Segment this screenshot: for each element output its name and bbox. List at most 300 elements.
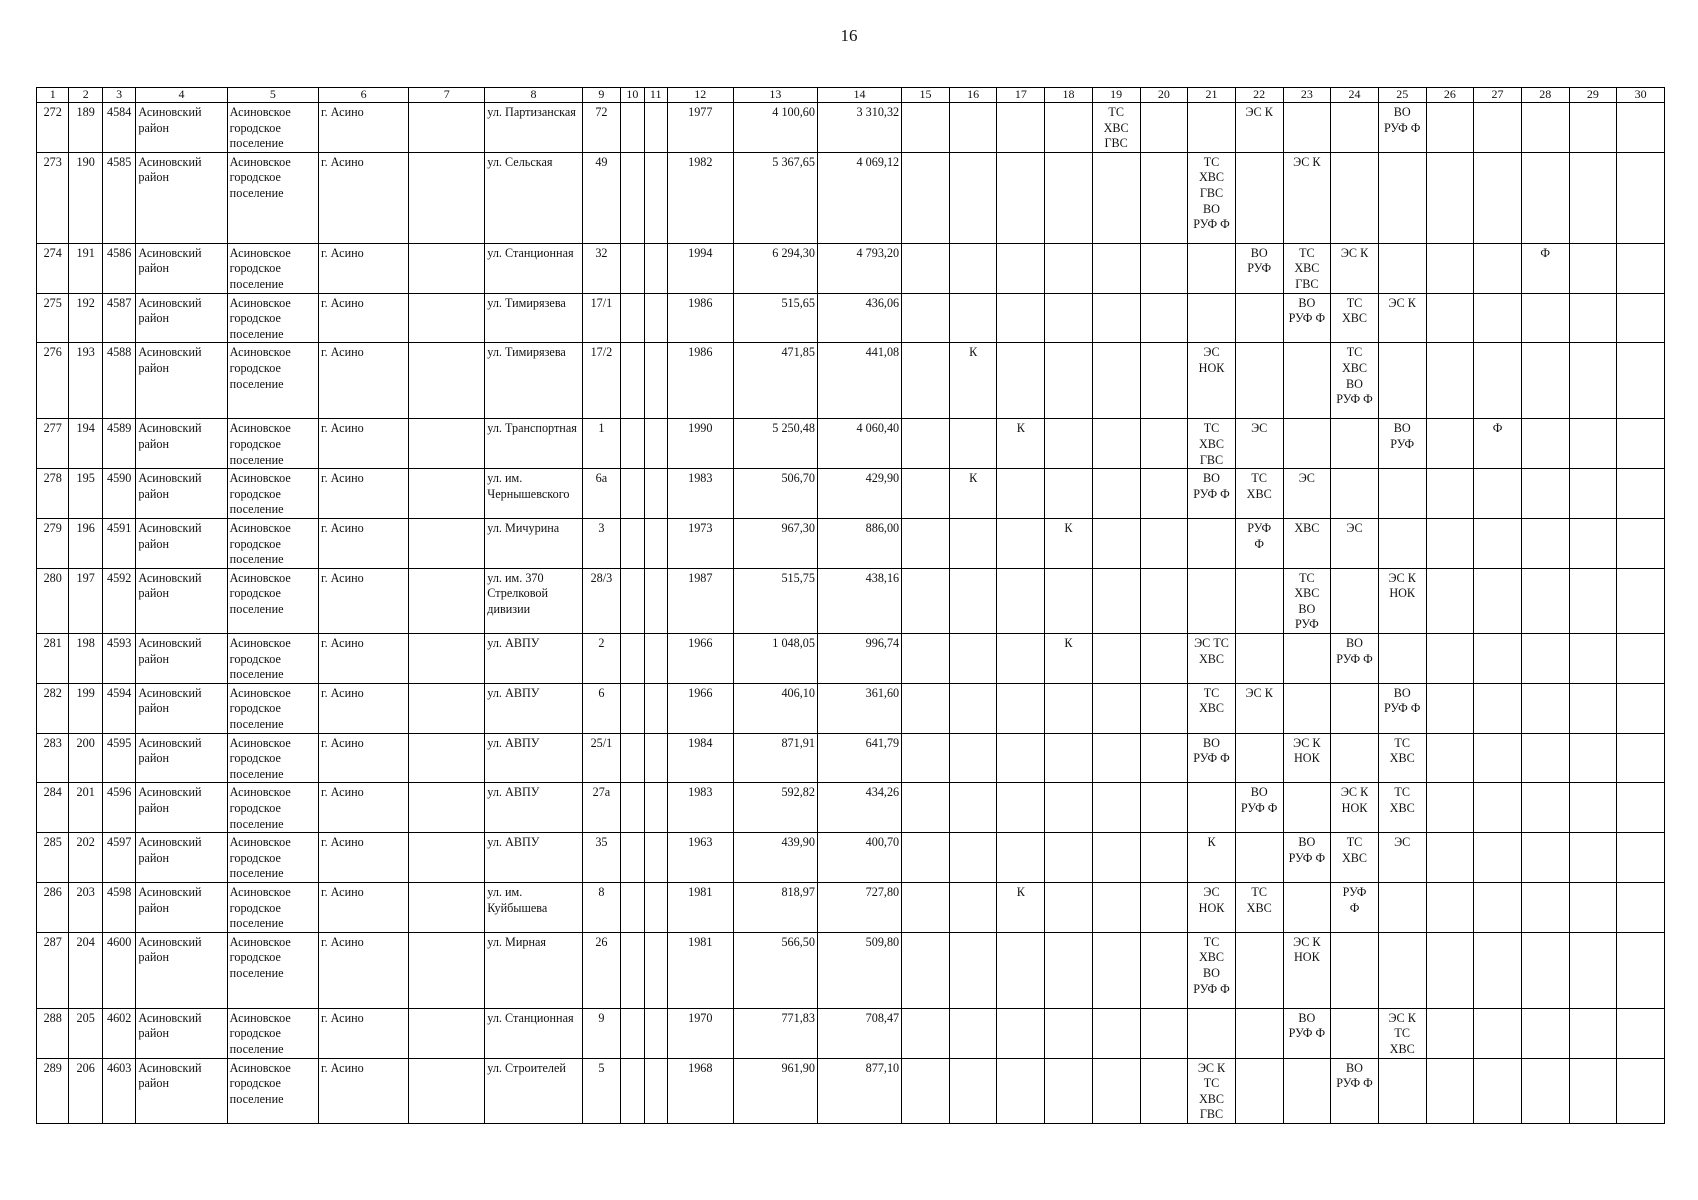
cell-col-29 (1569, 683, 1617, 733)
cell-col-12: 1983 (667, 469, 733, 519)
cell-col-26 (1426, 932, 1474, 1008)
cell-col-11 (644, 733, 667, 783)
cell-col-24 (1331, 419, 1379, 469)
cell-col-11 (644, 683, 667, 733)
cell-col-3: 4596 (102, 783, 135, 833)
cell-col-24 (1331, 152, 1379, 243)
cell-col-20 (1140, 293, 1188, 343)
cell-col-6: г. Асино (318, 469, 408, 519)
cell-col-21 (1188, 1008, 1236, 1058)
cell-col-6: г. Асино (318, 152, 408, 243)
cell-col-16 (949, 419, 997, 469)
cell-col-29 (1569, 783, 1617, 833)
cell-col-5: Асиновское городское поселение (227, 833, 318, 883)
cell-col-29 (1569, 152, 1617, 243)
cell-col-9: 32 (582, 243, 621, 293)
cell-col-24 (1331, 733, 1379, 783)
cell-col-9: 49 (582, 152, 621, 243)
cell-col-5: Асиновское городское поселение (227, 683, 318, 733)
cell-col-27 (1474, 293, 1522, 343)
cell-col-25 (1378, 343, 1426, 419)
cell-col-21: ЭС К ТС ХВС ГВС (1188, 1058, 1236, 1123)
cell-col-27 (1474, 518, 1522, 568)
cell-col-7 (409, 783, 485, 833)
cell-col-1: 285 (37, 833, 69, 883)
table-row (37, 243, 1665, 293)
cell-col-29 (1569, 103, 1617, 153)
cell-col-18 (1045, 243, 1093, 293)
cell-col-28 (1521, 932, 1569, 1008)
cell-col-14: 4 069,12 (817, 152, 901, 243)
cell-col-12: 1977 (667, 103, 733, 153)
cell-col-29 (1569, 634, 1617, 684)
cell-col-18 (1045, 419, 1093, 469)
cell-col-29 (1569, 343, 1617, 419)
column-header-7: 7 (409, 88, 485, 103)
cell-col-18 (1045, 568, 1093, 633)
cell-col-12: 1990 (667, 419, 733, 469)
cell-col-7 (409, 568, 485, 633)
column-header-11: 11 (644, 88, 667, 103)
cell-col-14: 996,74 (817, 634, 901, 684)
cell-col-25: ВО РУФ Ф (1378, 683, 1426, 733)
column-header-17: 17 (997, 88, 1045, 103)
column-header-24: 24 (1331, 88, 1379, 103)
cell-col-6: г. Асино (318, 882, 408, 932)
cell-col-26 (1426, 469, 1474, 519)
cell-col-24: ВО РУФ Ф (1331, 634, 1379, 684)
cell-col-13: 5 367,65 (733, 152, 817, 243)
cell-col-18 (1045, 683, 1093, 733)
cell-col-8: ул. АВПУ (485, 683, 582, 733)
cell-col-10 (621, 634, 644, 684)
cell-col-12: 1994 (667, 243, 733, 293)
cell-col-12: 1981 (667, 932, 733, 1008)
cell-col-1: 286 (37, 882, 69, 932)
cell-col-3: 4595 (102, 733, 135, 783)
cell-col-12: 1984 (667, 733, 733, 783)
cell-col-27 (1474, 634, 1522, 684)
column-header-27: 27 (1474, 88, 1522, 103)
cell-col-8: ул. Мирная (485, 932, 582, 1008)
cell-col-11 (644, 783, 667, 833)
cell-col-4: Асиновский район (136, 683, 227, 733)
cell-col-14: 438,16 (817, 568, 901, 633)
cell-col-22: ЭС К (1235, 683, 1283, 733)
cell-col-20 (1140, 419, 1188, 469)
cell-col-7 (409, 1058, 485, 1123)
cell-col-21 (1188, 568, 1236, 633)
cell-col-1: 274 (37, 243, 69, 293)
cell-col-14: 434,26 (817, 783, 901, 833)
cell-col-9: 17/1 (582, 293, 621, 343)
cell-col-11 (644, 634, 667, 684)
cell-col-5: Асиновское городское поселение (227, 1058, 318, 1123)
cell-col-26 (1426, 1058, 1474, 1123)
cell-col-22 (1235, 1008, 1283, 1058)
cell-col-18 (1045, 932, 1093, 1008)
column-number-header-row (37, 88, 1665, 103)
cell-col-20 (1140, 634, 1188, 684)
cell-col-22 (1235, 152, 1283, 243)
cell-col-7 (409, 243, 485, 293)
cell-col-25: ТС ХВС (1378, 783, 1426, 833)
cell-col-21: ВО РУФ Ф (1188, 733, 1236, 783)
cell-col-27 (1474, 833, 1522, 883)
cell-col-22 (1235, 733, 1283, 783)
table-row (37, 634, 1665, 684)
cell-col-27 (1474, 469, 1522, 519)
cell-col-13: 6 294,30 (733, 243, 817, 293)
cell-col-2: 204 (69, 932, 102, 1008)
cell-col-10 (621, 932, 644, 1008)
cell-col-19 (1092, 932, 1140, 1008)
cell-col-21 (1188, 103, 1236, 153)
cell-col-25 (1378, 1058, 1426, 1123)
cell-col-7 (409, 469, 485, 519)
cell-col-8: ул. Станционная (485, 243, 582, 293)
cell-col-7 (409, 932, 485, 1008)
cell-col-25: ТС ХВС (1378, 733, 1426, 783)
column-header-26: 26 (1426, 88, 1474, 103)
cell-col-12: 1987 (667, 568, 733, 633)
cell-col-9: 27а (582, 783, 621, 833)
cell-col-3: 4593 (102, 634, 135, 684)
cell-col-19 (1092, 1008, 1140, 1058)
cell-col-9: 9 (582, 1008, 621, 1058)
cell-col-15 (902, 103, 950, 153)
cell-col-9: 26 (582, 932, 621, 1008)
cell-col-29 (1569, 518, 1617, 568)
cell-col-20 (1140, 1058, 1188, 1123)
cell-col-22: ВО РУФ (1235, 243, 1283, 293)
table-row (37, 518, 1665, 568)
cell-col-30 (1617, 343, 1665, 419)
cell-col-18 (1045, 833, 1093, 883)
register-table (36, 87, 1665, 1124)
cell-col-1: 284 (37, 783, 69, 833)
table-row (37, 833, 1665, 883)
cell-col-25 (1378, 243, 1426, 293)
cell-col-8: ул. Тимирязева (485, 343, 582, 419)
cell-col-28 (1521, 293, 1569, 343)
cell-col-26 (1426, 783, 1474, 833)
cell-col-15 (902, 343, 950, 419)
cell-col-28 (1521, 343, 1569, 419)
cell-col-27 (1474, 568, 1522, 633)
cell-col-14: 429,90 (817, 469, 901, 519)
cell-col-4: Асиновский район (136, 1058, 227, 1123)
cell-col-17 (997, 1008, 1045, 1058)
cell-col-21: ТС ХВС ГВС ВО РУФ Ф (1188, 152, 1236, 243)
cell-col-7 (409, 683, 485, 733)
cell-col-17 (997, 243, 1045, 293)
cell-col-29 (1569, 568, 1617, 633)
cell-col-20 (1140, 152, 1188, 243)
cell-col-14: 4 060,40 (817, 419, 901, 469)
cell-col-26 (1426, 568, 1474, 633)
cell-col-26 (1426, 518, 1474, 568)
cell-col-7 (409, 882, 485, 932)
cell-col-20 (1140, 469, 1188, 519)
cell-col-13: 5 250,48 (733, 419, 817, 469)
cell-col-26 (1426, 733, 1474, 783)
cell-col-30 (1617, 419, 1665, 469)
cell-col-5: Асиновское городское поселение (227, 293, 318, 343)
cell-col-1: 276 (37, 343, 69, 419)
cell-col-8: ул. Партизанская (485, 103, 582, 153)
column-header-14: 14 (817, 88, 901, 103)
cell-col-10 (621, 343, 644, 419)
cell-col-27 (1474, 683, 1522, 733)
cell-col-25 (1378, 882, 1426, 932)
cell-col-18 (1045, 733, 1093, 783)
cell-col-20 (1140, 518, 1188, 568)
cell-col-26 (1426, 634, 1474, 684)
cell-col-30 (1617, 469, 1665, 519)
cell-col-15 (902, 152, 950, 243)
cell-col-10 (621, 243, 644, 293)
cell-col-10 (621, 419, 644, 469)
cell-col-7 (409, 293, 485, 343)
cell-col-23 (1283, 103, 1331, 153)
cell-col-27 (1474, 343, 1522, 419)
cell-col-17 (997, 683, 1045, 733)
column-header-20: 20 (1140, 88, 1188, 103)
cell-col-17 (997, 568, 1045, 633)
cell-col-23 (1283, 683, 1331, 733)
cell-col-4: Асиновский район (136, 932, 227, 1008)
cell-col-25: ЭС К (1378, 293, 1426, 343)
column-header-21: 21 (1188, 88, 1236, 103)
cell-col-23: ВО РУФ Ф (1283, 293, 1331, 343)
cell-col-24 (1331, 683, 1379, 733)
cell-col-17 (997, 343, 1045, 419)
cell-col-1: 287 (37, 932, 69, 1008)
cell-col-2: 193 (69, 343, 102, 419)
cell-col-19 (1092, 293, 1140, 343)
cell-col-21: ЭС НОК (1188, 343, 1236, 419)
cell-col-30 (1617, 152, 1665, 243)
cell-col-9: 35 (582, 833, 621, 883)
cell-col-4: Асиновский район (136, 882, 227, 932)
table-row (37, 733, 1665, 783)
cell-col-24: ЭС (1331, 518, 1379, 568)
cell-col-3: 4589 (102, 419, 135, 469)
cell-col-20 (1140, 882, 1188, 932)
cell-col-13: 471,85 (733, 343, 817, 419)
cell-col-21 (1188, 293, 1236, 343)
cell-col-24: ВО РУФ Ф (1331, 1058, 1379, 1123)
cell-col-3: 4585 (102, 152, 135, 243)
cell-col-21 (1188, 243, 1236, 293)
cell-col-11 (644, 1058, 667, 1123)
cell-col-3: 4587 (102, 293, 135, 343)
column-header-12: 12 (667, 88, 733, 103)
cell-col-28 (1521, 103, 1569, 153)
cell-col-25: ЭС К ТС ХВС (1378, 1008, 1426, 1058)
cell-col-15 (902, 882, 950, 932)
cell-col-17: К (997, 882, 1045, 932)
cell-col-16 (949, 683, 997, 733)
column-header-23: 23 (1283, 88, 1331, 103)
table-row (37, 293, 1665, 343)
cell-col-6: г. Асино (318, 293, 408, 343)
cell-col-5: Асиновское городское поселение (227, 419, 318, 469)
cell-col-15 (902, 243, 950, 293)
cell-col-2: 200 (69, 733, 102, 783)
cell-col-30 (1617, 293, 1665, 343)
cell-col-10 (621, 1058, 644, 1123)
cell-col-3: 4603 (102, 1058, 135, 1123)
cell-col-17: К (997, 419, 1045, 469)
cell-col-5: Асиновское городское поселение (227, 103, 318, 153)
table-row (37, 568, 1665, 633)
cell-col-16 (949, 243, 997, 293)
cell-col-10 (621, 882, 644, 932)
cell-col-15 (902, 469, 950, 519)
cell-col-20 (1140, 568, 1188, 633)
cell-col-8: ул. Станционная (485, 1008, 582, 1058)
cell-col-28 (1521, 733, 1569, 783)
cell-col-23 (1283, 419, 1331, 469)
cell-col-29 (1569, 932, 1617, 1008)
cell-col-24 (1331, 932, 1379, 1008)
cell-col-11 (644, 103, 667, 153)
cell-col-20 (1140, 733, 1188, 783)
cell-col-13: 871,91 (733, 733, 817, 783)
cell-col-5: Асиновское городское поселение (227, 518, 318, 568)
cell-col-21 (1188, 783, 1236, 833)
cell-col-18 (1045, 783, 1093, 833)
cell-col-30 (1617, 634, 1665, 684)
cell-col-19 (1092, 518, 1140, 568)
cell-col-23: ТС ХВС ВО РУФ (1283, 568, 1331, 633)
cell-col-12: 1986 (667, 343, 733, 419)
cell-col-17 (997, 293, 1045, 343)
cell-col-19 (1092, 733, 1140, 783)
cell-col-14: 727,80 (817, 882, 901, 932)
cell-col-14: 708,47 (817, 1008, 901, 1058)
cell-col-8: ул. им. 370 Стрелковой дивизии (485, 568, 582, 633)
cell-col-7 (409, 152, 485, 243)
cell-col-13: 515,75 (733, 568, 817, 633)
column-header-22: 22 (1235, 88, 1283, 103)
cell-col-19 (1092, 243, 1140, 293)
cell-col-27 (1474, 152, 1522, 243)
cell-col-6: г. Асино (318, 419, 408, 469)
table-row (37, 469, 1665, 519)
cell-col-30 (1617, 243, 1665, 293)
cell-col-9: 8 (582, 882, 621, 932)
cell-col-2: 202 (69, 833, 102, 883)
cell-col-13: 1 048,05 (733, 634, 817, 684)
cell-col-17 (997, 103, 1045, 153)
cell-col-5: Асиновское городское поселение (227, 152, 318, 243)
cell-col-26 (1426, 152, 1474, 243)
cell-col-5: Асиновское городское поселение (227, 1008, 318, 1058)
cell-col-4: Асиновский район (136, 1008, 227, 1058)
cell-col-10 (621, 518, 644, 568)
cell-col-30 (1617, 733, 1665, 783)
cell-col-8: ул. им. Куйбышева (485, 882, 582, 932)
cell-col-11 (644, 293, 667, 343)
cell-col-13: 771,83 (733, 1008, 817, 1058)
cell-col-22: ЭС К (1235, 103, 1283, 153)
cell-col-30 (1617, 1008, 1665, 1058)
cell-col-27 (1474, 783, 1522, 833)
cell-col-3: 4591 (102, 518, 135, 568)
cell-col-4: Асиновский район (136, 634, 227, 684)
cell-col-5: Асиновское городское поселение (227, 882, 318, 932)
cell-col-17 (997, 783, 1045, 833)
cell-col-27: Ф (1474, 419, 1522, 469)
cell-col-11 (644, 518, 667, 568)
cell-col-13: 566,50 (733, 932, 817, 1008)
cell-col-7 (409, 833, 485, 883)
cell-col-5: Асиновское городское поселение (227, 343, 318, 419)
cell-col-9: 5 (582, 1058, 621, 1123)
cell-col-23 (1283, 343, 1331, 419)
cell-col-14: 400,70 (817, 833, 901, 883)
cell-col-8: ул. Транспортная (485, 419, 582, 469)
cell-col-18 (1045, 293, 1093, 343)
cell-col-30 (1617, 103, 1665, 153)
cell-col-6: г. Асино (318, 1008, 408, 1058)
cell-col-23 (1283, 1058, 1331, 1123)
cell-col-6: г. Асино (318, 932, 408, 1008)
column-header-28: 28 (1521, 88, 1569, 103)
cell-col-10 (621, 152, 644, 243)
cell-col-18 (1045, 103, 1093, 153)
cell-col-27 (1474, 882, 1522, 932)
cell-col-9: 3 (582, 518, 621, 568)
cell-col-22 (1235, 833, 1283, 883)
cell-col-19 (1092, 568, 1140, 633)
cell-col-30 (1617, 568, 1665, 633)
cell-col-17 (997, 469, 1045, 519)
cell-col-12: 1981 (667, 882, 733, 932)
cell-col-24: ТС ХВС (1331, 293, 1379, 343)
cell-col-15 (902, 293, 950, 343)
table-row (37, 1008, 1665, 1058)
cell-col-13: 506,70 (733, 469, 817, 519)
cell-col-28 (1521, 469, 1569, 519)
cell-col-17 (997, 932, 1045, 1008)
cell-col-11 (644, 419, 667, 469)
cell-col-27 (1474, 243, 1522, 293)
cell-col-4: Асиновский район (136, 733, 227, 783)
table-row (37, 783, 1665, 833)
cell-col-18 (1045, 882, 1093, 932)
cell-col-18 (1045, 469, 1093, 519)
cell-col-30 (1617, 882, 1665, 932)
cell-col-22 (1235, 568, 1283, 633)
cell-col-25 (1378, 469, 1426, 519)
cell-col-2: 191 (69, 243, 102, 293)
cell-col-13: 818,97 (733, 882, 817, 932)
cell-col-30 (1617, 783, 1665, 833)
page-number: 16 (840, 26, 858, 45)
cell-col-26 (1426, 243, 1474, 293)
cell-col-19 (1092, 1058, 1140, 1123)
cell-col-20 (1140, 783, 1188, 833)
cell-col-19 (1092, 419, 1140, 469)
cell-col-13: 439,90 (733, 833, 817, 883)
cell-col-10 (621, 733, 644, 783)
cell-col-29 (1569, 833, 1617, 883)
cell-col-15 (902, 932, 950, 1008)
